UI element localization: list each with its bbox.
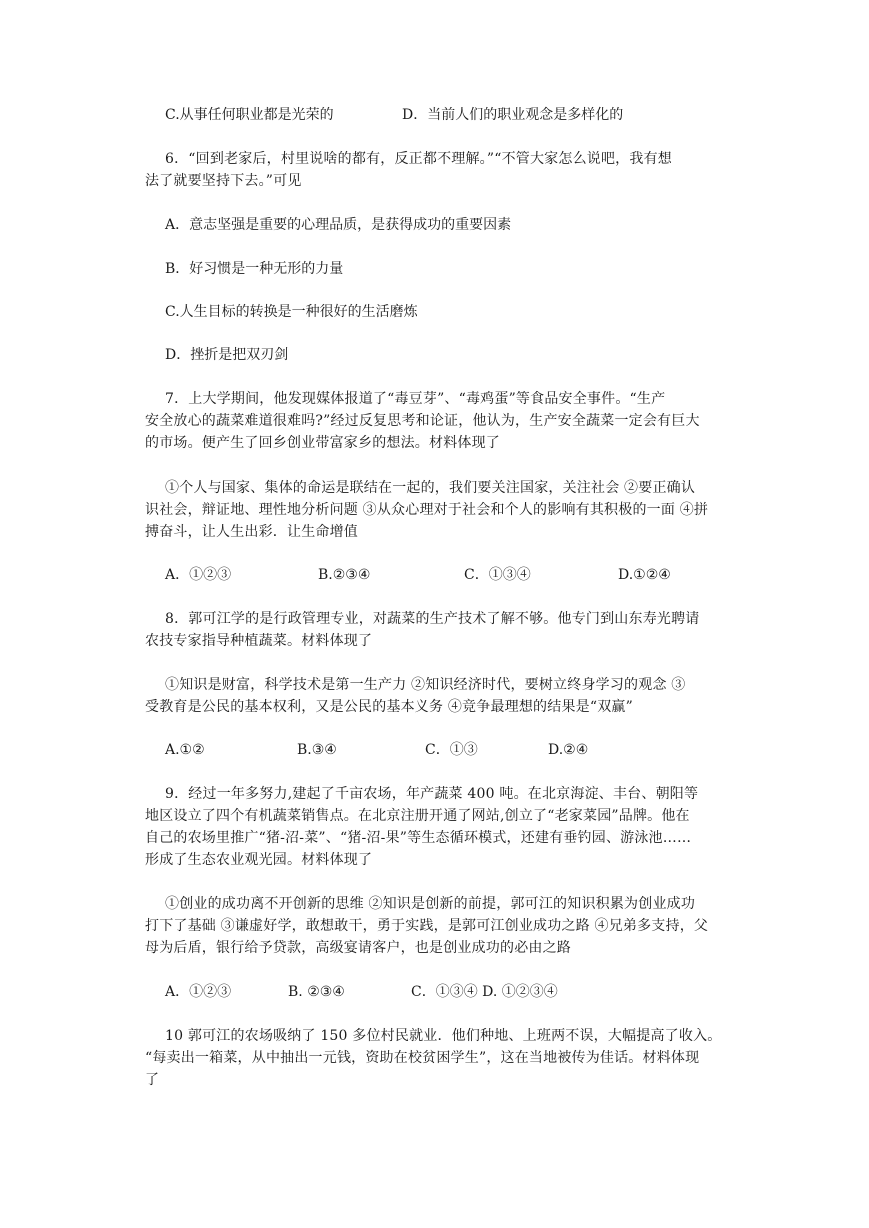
q6-stem-line: 6．“回到老家后，村里说啥的都有，反正都不理解。”“不管大家怎么说吧，我有想: [165, 151, 672, 167]
q7-stem-line: 安全放心的蔬菜难道很难吗?”经过反复思考和论证，他认为，生产安全蔬菜一定会有巨大: [145, 413, 700, 429]
q9-items-line: ①创业的成功离不开创新的思维 ②知识是创新的前提，郭可江的知识积累为创业成功: [165, 896, 696, 912]
q10-stem-line: 了: [145, 1072, 160, 1088]
q5-option-c: C.从事任何职业都是光荣的: [165, 107, 334, 123]
q9-stem-line: 地区设立了四个有机蔬菜销售点。在北京注册开通了网站,创立了“老家菜园”品牌。他在: [145, 808, 690, 824]
q7-stem-line: 7．上大学期间，他发现媒体报道了“毒豆芽”、“毒鸡蛋”等食品安全事件。“生产: [165, 391, 666, 407]
q9-stem-line: 9．经过一年多努力,建起了千亩农场，年产蔬菜 400 吨。在北京海淀、丰台、朝阳等: [165, 786, 699, 802]
q7-option-c: C．①③④: [464, 567, 531, 583]
q8-items-line: ①知识是财富，科学技术是第一生产力 ②知识经济时代，要树立终身学习的观念 ③: [165, 677, 686, 693]
q9-option-a: A．①②③: [165, 984, 232, 1000]
q7-items-line: 搏奋斗，让人生出彩．让生命增值: [145, 524, 358, 540]
q6-option-b: B．好习惯是一种无形的力量: [165, 261, 344, 277]
q9-items-line: 母为后盾，银行给予贷款，高级宴请客户，也是创业成功的必由之路: [145, 940, 571, 956]
q9-option-b: B. ②③④: [288, 984, 345, 1000]
q7-option-b: B.②③④: [318, 567, 371, 583]
q7-option-d: D.①②④: [618, 567, 671, 583]
q7-items-line: ①个人与国家、集体的命运是联结在一起的，我们要关注国家，关注社会 ②要正确认: [165, 480, 696, 496]
q7-stem-line: 的市场。便产生了回乡创业带富家乡的想法。材料体现了: [145, 435, 500, 451]
q5-option-d: D．当前人们的职业观念是多样化的: [402, 107, 624, 123]
q8-items-line: 受教育是公民的基本权利，又是公民的基本义务 ④竞争最理想的结果是“双赢”: [145, 699, 633, 715]
q6-option-d: D．挫折是把双刃剑: [165, 347, 289, 363]
q7-items-line: 识社会，辩证地、理性地分析问题 ③从众心理对于社会和个人的影响有其积极的一面 ④拼: [145, 502, 709, 518]
q6-stem-line: 法了就要坚持下去。”可见: [145, 173, 302, 189]
q9-items-line: 打下了基础 ③谦虚好学，敢想敢干，勇于实践，是郭可江创业成功之路 ④兄弟多支持，父: [145, 918, 709, 934]
q8-option-c: C．①③: [425, 742, 478, 758]
q9-option-c-d: C．①③④ D. ①②③④: [411, 984, 558, 1000]
q8-stem-line: 农技专家指导种植蔬菜。材料体现了: [145, 633, 373, 649]
q8-option-b: B.③④: [297, 742, 337, 758]
q9-stem-line: 形成了生态农业观光园。材料体现了: [145, 852, 373, 868]
q9-stem-line: 自己的农场里推广“猪-沼-菜”、“猪-沼-果”等生态循环模式，还建有垂钓园、游泳池……: [145, 830, 692, 846]
q10-stem-line: 10 郭可江的农场吸纳了 150 多位村民就业．他们种地、上班两不误，大幅提高了收入。: [165, 1028, 722, 1044]
q8-stem-line: 8．郭可江学的是行政管理专业，对蔬菜的生产技术了解不够。他专门到山东寿光聘请: [165, 611, 700, 627]
q8-option-a: A.①②: [165, 742, 205, 758]
q6-option-c: C.人生目标的转换是一种很好的生活磨炼: [165, 304, 418, 320]
q10-stem-line: “每卖出一箱菜，从中抽出一元钱，资助在校贫困学生”，这在当地被传为佳话。材料体现: [145, 1050, 700, 1066]
q6-option-a: A．意志坚强是重要的心理品质，是获得成功的重要因素: [165, 217, 512, 233]
q7-option-a: A．①②③: [165, 567, 232, 583]
q8-option-d: D.②④: [548, 742, 589, 758]
